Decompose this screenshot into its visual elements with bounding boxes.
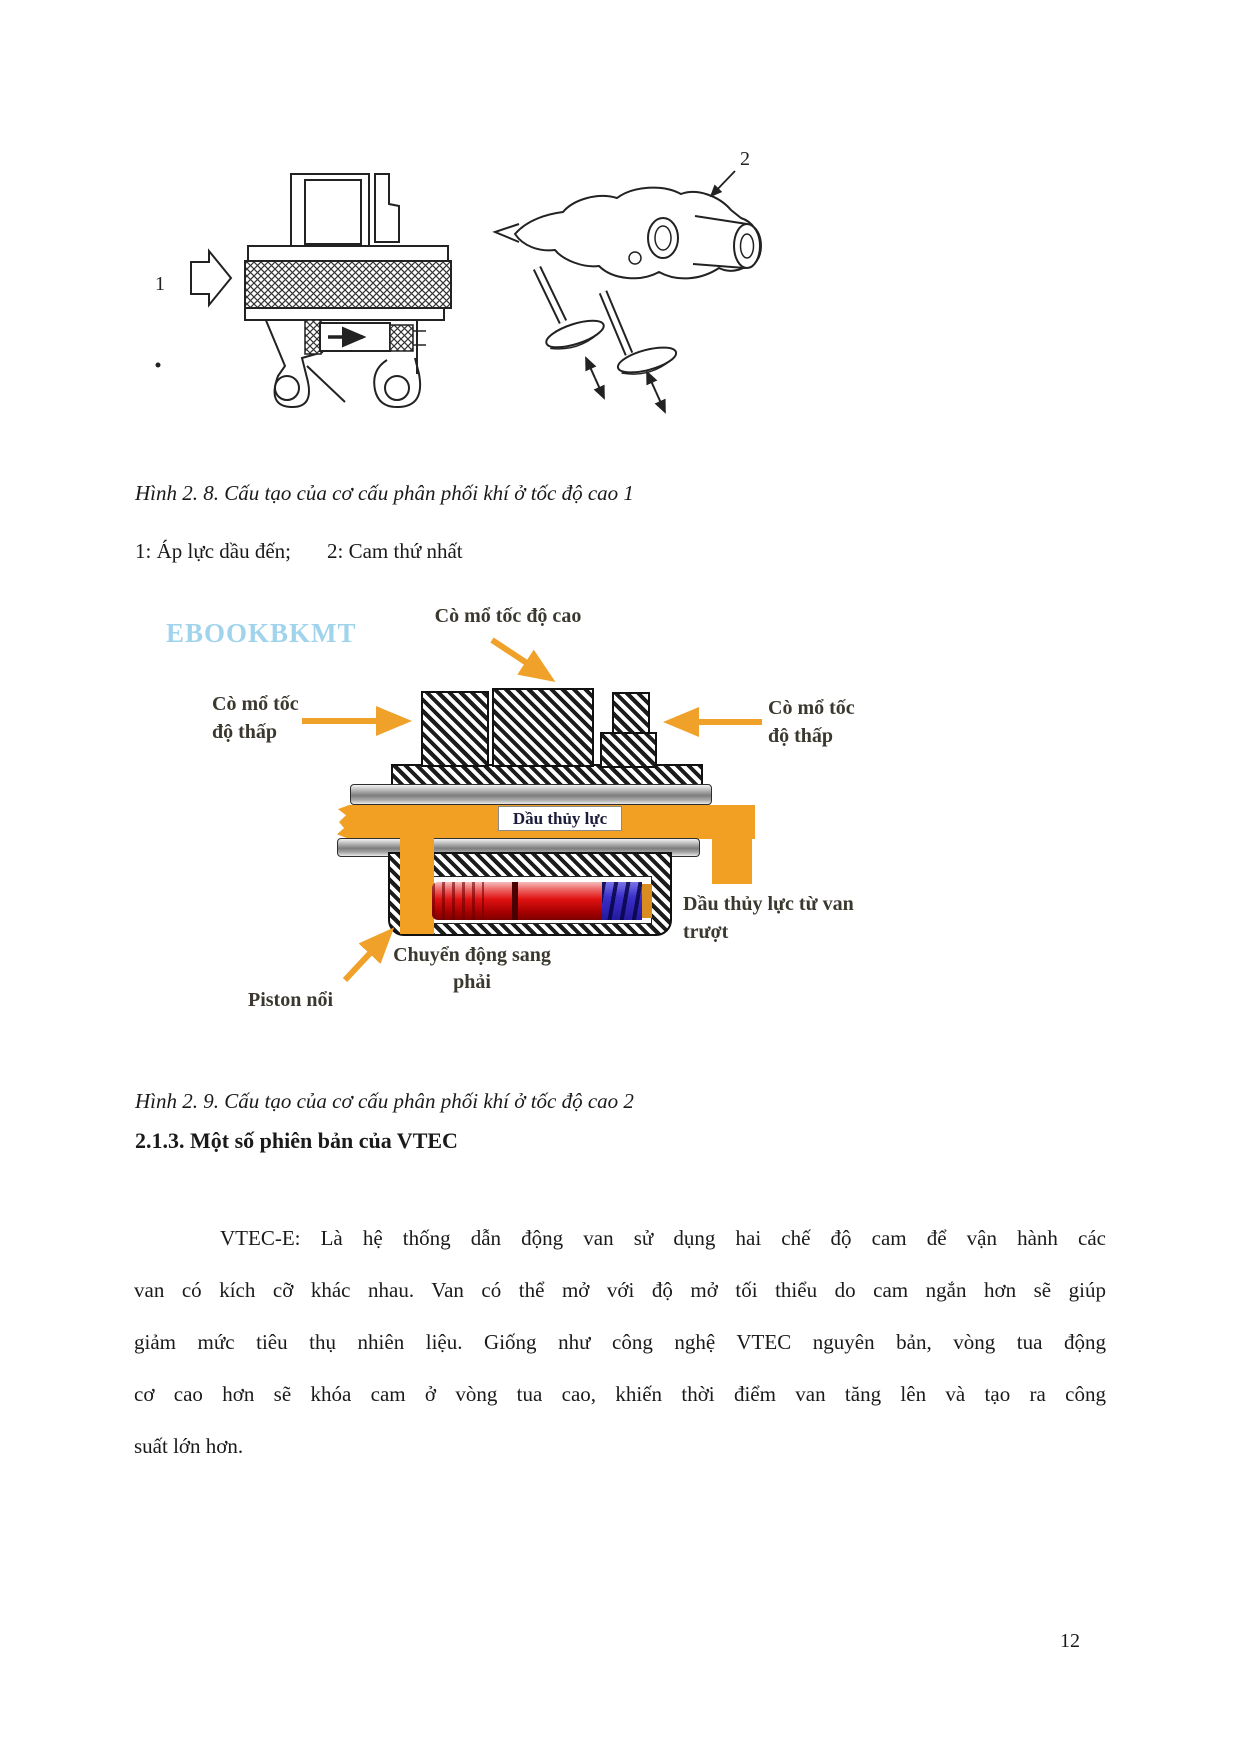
figure-2-9-diagram: [150, 560, 1100, 1030]
paragraph-line: cơ cao hơn sẽ khóa cam ở vòng tua cao, khiến thời điểm van tăng lên và tạo ra công: [134, 1382, 1106, 1406]
label-movement-line2: phải: [453, 971, 491, 993]
figure1-callout-2: 2: [740, 148, 750, 170]
figure-2-8-illustration: [135, 108, 775, 418]
legend-item-1: 1: Áp lực dầu đến;: [135, 539, 292, 563]
callout-2-leader-icon: [711, 171, 735, 196]
label-low-speed-right-line2: độ thấp: [768, 725, 834, 747]
stray-dot: [156, 363, 161, 368]
low-speed-rocker-right-stem: [612, 692, 650, 736]
figure2-caption: Hình 2. 9. Cấu tạo của cơ cấu phân phối khí ở tốc độ cao 2: [135, 1089, 634, 1113]
watermark: EBOOKBKMT: [166, 618, 357, 648]
legend-item-2: 2: Cam thứ nhất: [327, 539, 463, 563]
low-speed-rocker-left: [421, 691, 489, 767]
label-oil-from-valve-line1: Dầu thủy lực từ van: [683, 893, 854, 915]
rocker-arm-drawing: [495, 188, 761, 380]
oil-pressure-arrow-icon: [191, 251, 231, 305]
label-low-speed-right-line1: Cò mổ tốc: [768, 697, 855, 719]
label-oil-from-valve-line2: trượt: [683, 921, 729, 943]
section-heading: 2.1.3. Một số phiên bản của VTEC: [135, 1128, 458, 1153]
piston-ring: [512, 882, 518, 920]
label-low-speed-left-line1: Cò mổ tốc: [212, 693, 299, 715]
low-speed-rocker-right-foot: [600, 732, 657, 768]
label-high-speed-rocker: Cò mổ tốc độ cao: [434, 605, 582, 627]
page-number: 12: [1060, 1630, 1080, 1652]
figure1-callout-1: 1: [155, 273, 165, 295]
cam-follower-drawing: [245, 174, 451, 407]
oil-channel-right: [712, 808, 752, 884]
upper-shaft: [350, 784, 712, 805]
label-floating-piston: Piston nổi: [248, 989, 334, 1011]
paragraph-line: giảm mức tiêu thụ nhiên liệu. Giống như công nghệ VTEC nguyên bản, vòng tua động: [134, 1330, 1106, 1354]
label-low-speed-left-line2: độ thấp: [212, 721, 278, 743]
synchronizing-piston: [432, 882, 602, 920]
return-spring: [602, 882, 642, 920]
oil-band-label: Dầu thủy lực: [498, 806, 622, 831]
oil-channel-left: [400, 837, 434, 934]
figure1-caption: Hình 2. 8. Cấu tạo của cơ cấu phân phối khí ở tốc độ cao 1: [135, 481, 634, 505]
arrow-to-high-speed-rocker-icon: [492, 640, 548, 677]
piston-ridges: [432, 882, 484, 920]
paragraph-line: VTEC-E: Là hệ thống dẫn động van sử dụng hai chế độ cam để vận hành các: [220, 1226, 1106, 1250]
paragraph-line: van có kích cỡ khác nhau. Van có thể mở với độ mở tối thiểu do cam ngắn hơn sẽ giúp: [134, 1278, 1106, 1302]
body-paragraph: [134, 1212, 1106, 1472]
paragraph-line: suất lớn hơn.: [134, 1434, 244, 1458]
high-speed-rocker: [492, 688, 594, 767]
spring-seat: [642, 884, 652, 918]
label-movement-line1: Chuyển động sang: [393, 944, 551, 966]
